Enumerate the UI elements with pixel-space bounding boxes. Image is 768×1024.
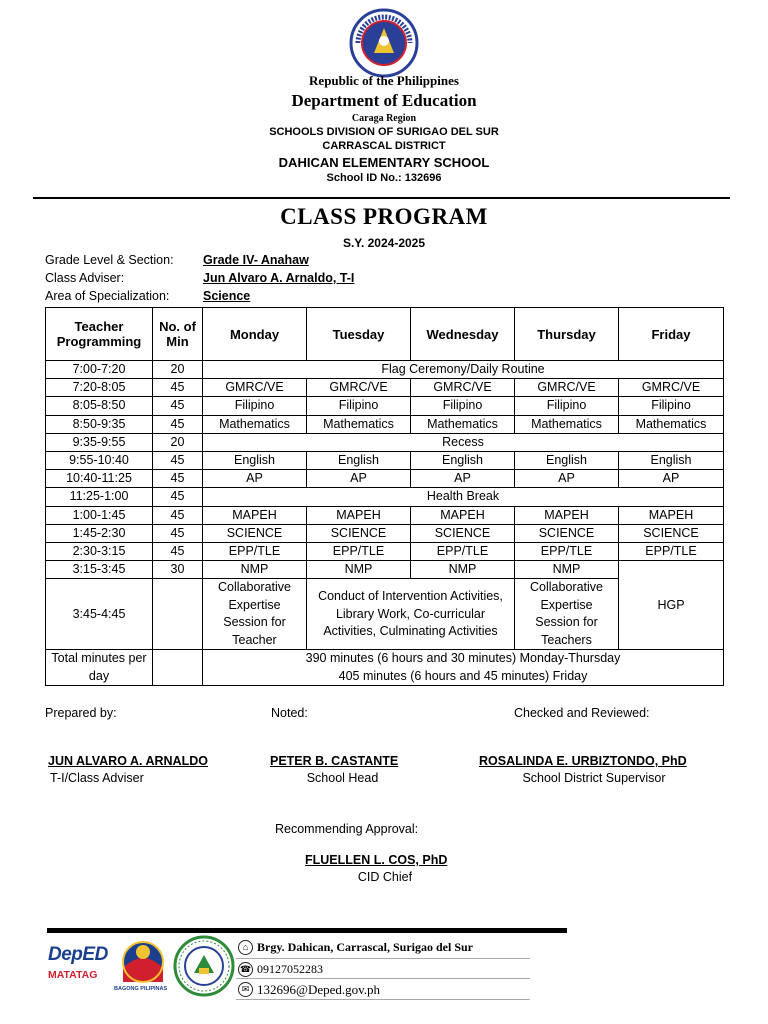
- header-no-of-min: No. of Min: [153, 308, 203, 361]
- total-min-cell: [153, 650, 203, 686]
- phone-icon: ☎: [238, 962, 253, 977]
- footer-address: Brgy. Dahican, Carrascal, Surigao del Sur: [257, 940, 474, 954]
- span-cell: Flag Ceremony/Daily Routine: [203, 361, 724, 379]
- subject-cell: EPP/TLE: [307, 542, 411, 560]
- subject-cell: NMP: [203, 561, 307, 579]
- min-cell: 45: [153, 415, 203, 433]
- subject-cell: SCIENCE: [619, 524, 724, 542]
- table-row: [46, 415, 724, 433]
- table-row: [46, 542, 724, 560]
- header-friday: Friday: [619, 308, 724, 361]
- subject-cell: AP: [203, 470, 307, 488]
- checked-reviewed-label: Checked and Reviewed:: [514, 706, 650, 720]
- subject-cell: Mathematics: [203, 415, 307, 433]
- subject-cell: EPP/TLE: [203, 542, 307, 560]
- subject-cell: SCIENCE: [307, 524, 411, 542]
- matatag-text: MATATAG: [48, 969, 98, 981]
- total-line-mon-thu: 390 minutes (6 hours and 30 minutes) Monday-Thursday: [305, 651, 621, 666]
- min-cell: [153, 579, 203, 650]
- email-icon: ✉: [238, 982, 253, 997]
- page-title: CLASS PROGRAM: [280, 204, 488, 229]
- subject-cell: Filipino: [307, 397, 411, 415]
- school-year: S.Y. 2024-2025: [342, 236, 426, 250]
- header-thursday: Thursday: [515, 308, 619, 361]
- recommending-name: FLUELLEN L. COS, PhD: [305, 853, 448, 867]
- subject-cell: Filipino: [203, 397, 307, 415]
- noted-role: School Head: [306, 771, 379, 785]
- subject-cell: AP: [619, 470, 724, 488]
- subject-cell: MAPEH: [619, 506, 724, 524]
- subject-cell: NMP: [515, 561, 619, 579]
- total-value-cell: [203, 650, 724, 686]
- min-cell: 45: [153, 451, 203, 469]
- time-cell: 8:50-9:35: [46, 415, 153, 433]
- prepared-by-role: T-I/Class Adviser: [50, 771, 144, 785]
- specialization-value: Science: [203, 289, 251, 303]
- republic-line: Republic of the Philippines: [309, 73, 459, 88]
- subject-cell: Filipino: [515, 397, 619, 415]
- friday-hgp-cell: HGP: [619, 561, 724, 650]
- subject-cell: GMRC/VE: [307, 379, 411, 397]
- subject-cell: English: [411, 451, 515, 469]
- table-row: [46, 433, 724, 451]
- table-row: [46, 488, 724, 506]
- subject-cell: GMRC/VE: [619, 379, 724, 397]
- subject-cell: GMRC/VE: [203, 379, 307, 397]
- time-cell: 1:00-1:45: [46, 506, 153, 524]
- deped-logo-text: DepED: [48, 944, 108, 965]
- span-cell: Health Break: [203, 488, 724, 506]
- table-row: [46, 506, 724, 524]
- table-header-row: [46, 308, 724, 361]
- prepared-by-name: JUN ALVARO A. ARNALDO: [48, 754, 208, 768]
- min-cell: 30: [153, 561, 203, 579]
- header-wednesday: Wednesday: [411, 308, 515, 361]
- total-row: [46, 650, 724, 686]
- subject-cell: MAPEH: [307, 506, 411, 524]
- subject-cell: Mathematics: [619, 415, 724, 433]
- span-cell: Recess: [203, 433, 724, 451]
- school-name: DAHICAN ELEMENTARY SCHOOL: [278, 155, 490, 170]
- grade-section-label: Grade Level & Section:: [45, 253, 174, 267]
- class-adviser-value: Jun Alvaro A. Arnaldo, T-I: [203, 271, 355, 285]
- time-cell: 9:35-9:55: [46, 433, 153, 451]
- subject-cell: MAPEH: [203, 506, 307, 524]
- subject-cell: EPP/TLE: [515, 542, 619, 560]
- table-row: [46, 470, 724, 488]
- subject-cell: MAPEH: [515, 506, 619, 524]
- header-divider: [33, 197, 730, 199]
- min-cell: 45: [153, 379, 203, 397]
- time-cell: 2:30-3:15: [46, 542, 153, 560]
- class-program-table: [45, 307, 724, 686]
- time-cell: 7:00-7:20: [46, 361, 153, 379]
- min-cell: 45: [153, 470, 203, 488]
- table-row: [46, 361, 724, 379]
- recommending-label: Recommending Approval:: [275, 822, 419, 836]
- deped-matatag-logo: [48, 944, 110, 994]
- table-row: [46, 397, 724, 415]
- subject-cell: Mathematics: [307, 415, 411, 433]
- subject-cell: SCIENCE: [203, 524, 307, 542]
- intervention-cell: Conduct of Intervention Activities, Library Work, Co-curricular Activities, Culminating Activities: [307, 579, 515, 650]
- footer-phone: 09127052283: [257, 962, 323, 976]
- min-cell: 45: [153, 542, 203, 560]
- subject-cell: AP: [411, 470, 515, 488]
- table-row: [46, 524, 724, 542]
- header-tuesday: Tuesday: [307, 308, 411, 361]
- prepared-by-label: Prepared by:: [45, 706, 117, 720]
- subject-cell: NMP: [411, 561, 515, 579]
- subject-cell: Filipino: [411, 397, 515, 415]
- header-monday: Monday: [203, 308, 307, 361]
- subject-cell: SCIENCE: [411, 524, 515, 542]
- min-cell: 45: [153, 506, 203, 524]
- subject-cell: AP: [307, 470, 411, 488]
- subject-cell: Filipino: [619, 397, 724, 415]
- checked-role: School District Supervisor: [522, 771, 666, 785]
- subject-cell: NMP: [307, 561, 411, 579]
- footer-separator: [236, 978, 530, 979]
- checked-name: ROSALINDA E. URBIZTONDO, PhD: [479, 754, 687, 768]
- footer-separator: [236, 958, 530, 959]
- min-cell: 20: [153, 361, 203, 379]
- total-line-fri: 405 minutes (6 hours and 45 minutes) Friday: [338, 668, 588, 683]
- time-cell: 7:20-8:05: [46, 379, 153, 397]
- region-line: Caraga Region: [351, 113, 417, 124]
- school-id: School ID No.: 132696: [326, 172, 442, 184]
- subject-cell: GMRC/VE: [411, 379, 515, 397]
- time-cell: 1:45-2:30: [46, 524, 153, 542]
- thursday-collab-cell: Collaborative Expertise Session for Teachers: [515, 579, 619, 650]
- grade-section-value: Grade IV- Anahaw: [203, 253, 309, 267]
- time-cell: 8:05-8:50: [46, 397, 153, 415]
- total-label-cell: Total minutes per day: [46, 650, 153, 686]
- footer-divider: [47, 928, 567, 933]
- min-cell: 45: [153, 397, 203, 415]
- time-cell: 9:55-10:40: [46, 451, 153, 469]
- bagong-pilipinas-text: BAGONG PILIPINAS: [114, 986, 168, 992]
- time-cell: 3:45-4:45: [46, 579, 153, 650]
- subject-cell: EPP/TLE: [619, 542, 724, 560]
- class-adviser-label: Class Adviser:: [45, 271, 125, 285]
- district-line: CARRASCAL DISTRICT: [322, 140, 446, 152]
- time-cell: 10:40-11:25: [46, 470, 153, 488]
- subject-cell: English: [307, 451, 411, 469]
- min-cell: 20: [153, 433, 203, 451]
- subject-cell: SCIENCE: [515, 524, 619, 542]
- noted-label: Noted:: [271, 706, 308, 720]
- subject-cell: English: [203, 451, 307, 469]
- subject-cell: Mathematics: [515, 415, 619, 433]
- min-cell: 45: [153, 524, 203, 542]
- footer-separator: [236, 999, 530, 1000]
- subject-cell: EPP/TLE: [411, 542, 515, 560]
- specialization-label: Area of Specialization:: [45, 289, 170, 303]
- footer-email: 132696@Deped.gov.ph: [257, 982, 381, 997]
- table-row: [46, 379, 724, 397]
- subject-cell: MAPEH: [411, 506, 515, 524]
- subject-cell: Mathematics: [411, 415, 515, 433]
- subject-cell: English: [619, 451, 724, 469]
- time-cell: 11:25-1:00: [46, 488, 153, 506]
- monday-collab-cell: Collaborative Expertise Session for Teacher: [203, 579, 307, 650]
- deped-seal-logo: [344, 8, 424, 78]
- subject-cell: English: [515, 451, 619, 469]
- division-line: SCHOOLS DIVISION OF SURIGAO DEL SUR: [269, 126, 499, 138]
- min-cell: 45: [153, 488, 203, 506]
- header-teacher-programming: Teacher Programming: [46, 308, 153, 361]
- subject-cell: AP: [515, 470, 619, 488]
- time-cell: 3:15-3:45: [46, 561, 153, 579]
- table-row: [46, 451, 724, 469]
- subject-cell: GMRC/VE: [515, 379, 619, 397]
- location-icon: ⌂: [238, 940, 253, 955]
- noted-name: PETER B. CASTANTE: [270, 754, 399, 768]
- department-line: Department of Education: [291, 91, 477, 110]
- table-row: [46, 561, 724, 579]
- school-seal-logo: [173, 935, 235, 997]
- bagong-pilipinas-logo-icon: [117, 938, 169, 986]
- recommending-role: CID Chief: [357, 870, 413, 884]
